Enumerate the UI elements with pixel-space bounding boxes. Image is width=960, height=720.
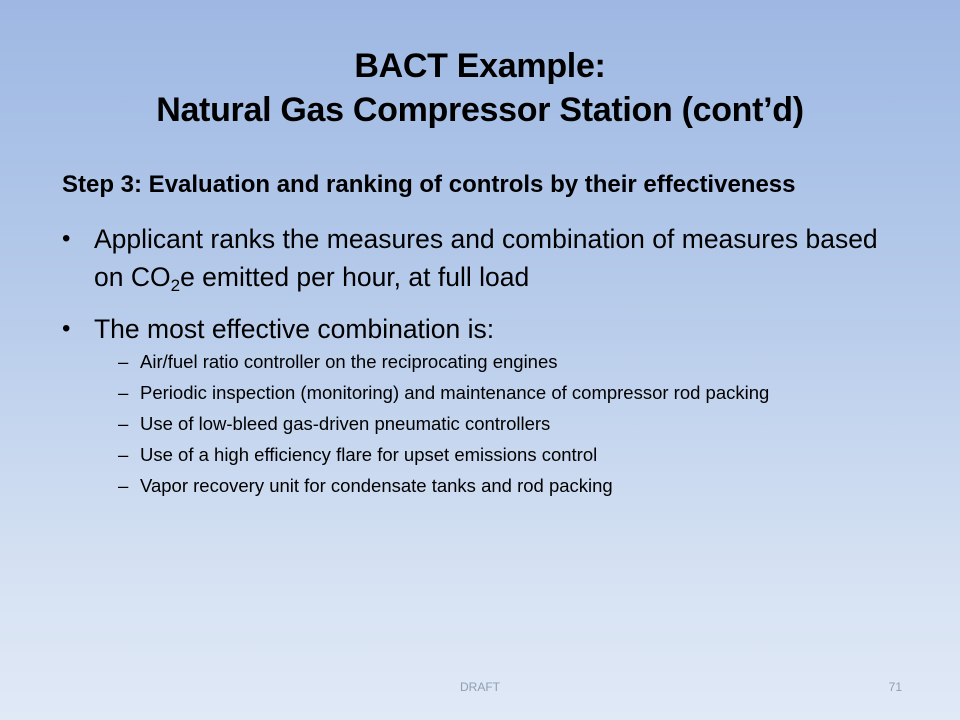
sub-item bbox=[94, 412, 902, 435]
sub-item-text: Use of a high efficiency flare for upset emissions control bbox=[140, 444, 598, 465]
slide-title bbox=[0, 44, 960, 132]
sub-item bbox=[94, 474, 902, 497]
sub-item bbox=[94, 350, 902, 373]
bullet-text: The most effective combination is: bbox=[94, 314, 495, 344]
bullet-list bbox=[62, 220, 902, 497]
dash-icon: – bbox=[118, 413, 129, 434]
dash-icon: – bbox=[118, 351, 129, 372]
step-heading: Step 3: Evaluation and ranking of controls by their effectiveness bbox=[62, 171, 796, 198]
dash-icon: – bbox=[118, 475, 129, 496]
sub-bullet-list bbox=[94, 350, 902, 497]
slide-title-line-1: BACT Example: bbox=[354, 47, 606, 85]
sub-item bbox=[94, 381, 902, 404]
sub-item-text: Vapor recovery unit for condensate tanks and rod packing bbox=[140, 475, 613, 496]
bullet-item-combination bbox=[62, 310, 902, 497]
bullet-icon: • bbox=[62, 225, 71, 252]
subscript-2: 2 bbox=[170, 276, 181, 295]
dash-icon: – bbox=[118, 444, 129, 465]
sub-item-text: Periodic inspection (monitoring) and maintenance of compressor rod packing bbox=[140, 382, 770, 403]
slide-title-line-2: Natural Gas Compressor Station (cont’d) bbox=[156, 91, 804, 129]
sub-item-text: Use of low-bleed gas-driven pneumatic controllers bbox=[140, 413, 551, 434]
bullet-text-pre: Applicant ranks the measures and combination of measures based on CO bbox=[94, 224, 878, 292]
bullet-text-post: e emitted per hour, at full load bbox=[180, 262, 530, 292]
bullet-icon: • bbox=[62, 315, 71, 342]
slide-content bbox=[62, 168, 902, 511]
dash-icon: – bbox=[118, 382, 129, 403]
bullet-item-ranking bbox=[62, 220, 902, 296]
footer-page-number: 71 bbox=[888, 680, 902, 694]
sub-item-text: Air/fuel ratio controller on the reciprocating engines bbox=[140, 351, 558, 372]
footer-draft-label: DRAFT bbox=[460, 680, 500, 694]
sub-item bbox=[94, 443, 902, 466]
